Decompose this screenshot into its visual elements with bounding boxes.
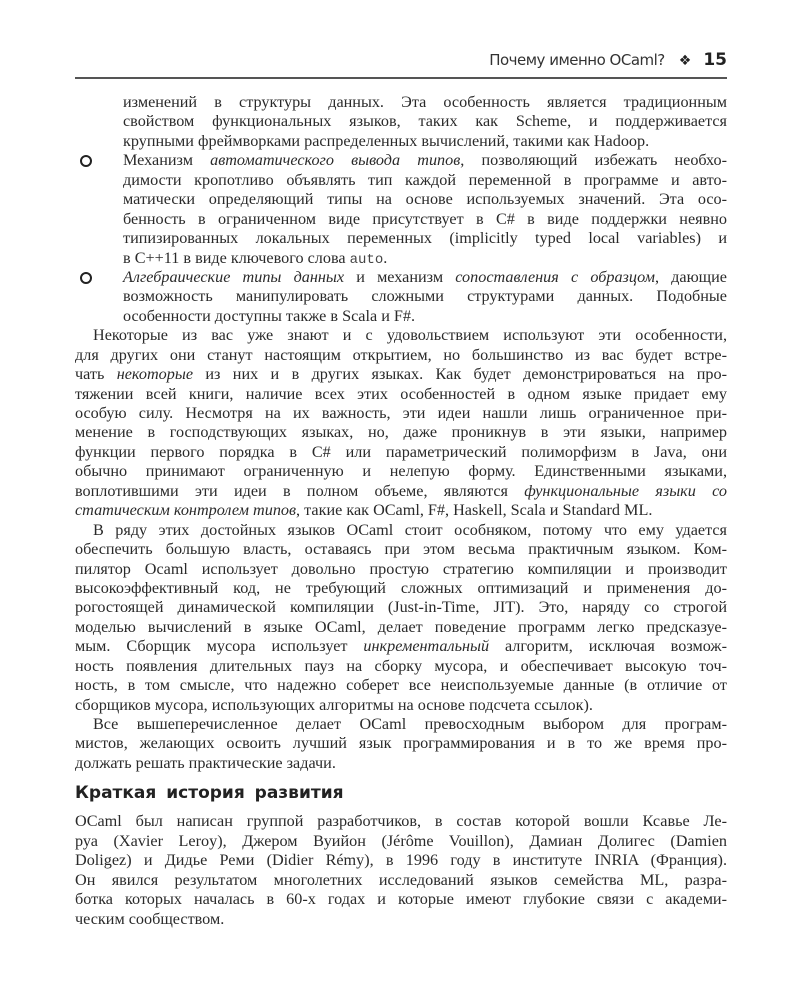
text-segment: изменений в структуры данных. Эта особенность является традиционным (123, 93, 727, 111)
text-segment: матически определяющий типы на основе используемых значений. Эта осо- (123, 190, 727, 209)
text-line (75, 637, 727, 656)
text-segment: Он явился результатом многолетних исследований языков семейства ML, разра- (75, 870, 727, 889)
text-line (75, 521, 727, 540)
text-segment: особенности доступны также в Scala и F#. (123, 306, 416, 325)
text-line (75, 171, 727, 190)
text-segment: Некоторые из вас уже знают и с удовольствием используют эти особенности, (93, 326, 727, 345)
text-line (75, 462, 727, 481)
text-line (75, 715, 727, 734)
text-segment: , позволяющий избежать необхо- (460, 151, 727, 170)
text-line (75, 734, 727, 753)
text-line (75, 93, 727, 112)
text-line (75, 812, 727, 831)
text-line (75, 696, 727, 715)
text-segment: свойством функциональных языков, таких как Scheme, и поддерживается (123, 112, 727, 131)
text-segment: ность появления длительных пауз на сборку мусора, и обеспечивает высокую точ- (75, 656, 727, 675)
text-line (75, 482, 727, 501)
page-body (75, 93, 727, 929)
text-line (75, 618, 727, 637)
page-number: 15 (703, 50, 727, 70)
text-line (75, 754, 727, 773)
text-segment: мистов, желающих освоить лучший язык программирования и в то же время про- (75, 734, 727, 753)
text-line (75, 404, 727, 423)
text-segment: крупными фреймворками распределенных вычислений, такими как Hadoop. (123, 131, 650, 150)
text-segment: чать (75, 365, 117, 384)
text-segment: менение в господствующих языках, но, даже проникнув в эти языки, например (75, 423, 727, 442)
text-segment: мым. Сборщик мусора использует (75, 637, 364, 656)
text-line (75, 112, 727, 131)
paragraph (75, 715, 727, 773)
emphasis-text: Алгебраические типы данных (123, 267, 345, 286)
text-segment: в C++11 в виде ключевого слова (123, 248, 350, 267)
paragraph (75, 521, 727, 715)
text-line (75, 307, 727, 326)
text-line (75, 560, 727, 579)
text-line (75, 443, 727, 462)
text-line (75, 287, 727, 306)
paragraph (75, 326, 727, 520)
text-line (75, 540, 727, 559)
text-line (75, 249, 727, 268)
text-segment: , дающие (654, 267, 727, 286)
text-line (75, 579, 727, 598)
text-segment: особую силу. Несмотря на их важность, эти идеи нашли лишь ограниченное при- (75, 404, 727, 422)
text-segment: ботка которых началась в 60-х годах и которые имеют глубокие связи с академи- (75, 890, 727, 909)
text-line (75, 890, 727, 909)
text-line (75, 871, 727, 890)
emphasis-text: инкрементальный (363, 637, 490, 656)
text-segment: ность, в том смысле, что надежно соберет все неиспользуемые данные (в отличие от (75, 676, 727, 695)
emphasis-text: автоматического вывода типов (210, 151, 461, 170)
text-line (75, 190, 727, 209)
text-line (75, 365, 727, 384)
section-heading: Краткая история развития (75, 783, 344, 804)
emphasis-text: функциональные языки со (524, 481, 727, 500)
text-segment: воплотившими эти идеи в полном объеме, являются (75, 481, 525, 500)
text-line (75, 326, 727, 345)
text-segment: руа (Xavier Leroy), Джером Вуийон (Jérôme Vouillon), Дамиан Долигес (Damien (75, 831, 727, 850)
text-segment: и механизм (344, 267, 456, 286)
text-segment: обычно принимают ограниченную и нелепую форму. Единственными языками, (75, 462, 727, 481)
text-segment: Все вышеперечисленное делает OCaml превосходным выбором для програм- (93, 715, 727, 733)
ornament-icon: ❖ (678, 53, 692, 69)
emphasis-text: сопоставления с образцом (455, 267, 655, 286)
text-line (75, 501, 727, 520)
text-segment: , такие как OCaml, F#, Haskell, Scala и Standard ML. (296, 501, 653, 520)
running-header (75, 50, 727, 74)
text-segment: моделью вычислений в языке OCaml, делает поведение программ легко предсказуе- (75, 617, 727, 636)
text-segment: бенность в ограниченном виде присутствует в C# в виде поддержки неявно (123, 209, 727, 228)
text-line (75, 210, 727, 229)
text-line (75, 832, 727, 851)
text-segment: ческим сообществом. (75, 909, 225, 928)
text-line (75, 423, 727, 442)
text-line (75, 851, 727, 870)
text-line (75, 676, 727, 695)
text-segment: рогостоящей динамической компиляции (Just-in-Time, JIT). Это, наряду со строгой (75, 598, 727, 617)
text-segment: пилятор Ocaml использует довольно простую стратегию компиляции и производит (75, 559, 727, 578)
text-line (75, 657, 727, 676)
bullet-circle-icon (80, 272, 92, 284)
emphasis-text: статическим контролем типов (75, 501, 297, 520)
text-segment: Механизм (123, 151, 211, 170)
text-segment: В ряду этих достойных языков OCaml стоит особняком, потому что ему удается (93, 520, 727, 539)
text-line (75, 229, 727, 248)
text-segment: Doligez) и Дидье Реми (Didier Rémy), в 1996 году в институте INRIA (Франция). (75, 851, 727, 870)
chapter-title: Почему именно OCaml? (489, 51, 665, 69)
text-segment: OCaml был написан группой разработчиков, в состав которой вошли Ксавье Ле- (75, 812, 727, 831)
bullet-item (75, 93, 727, 151)
bullet-item (75, 151, 727, 268)
text-line (75, 910, 727, 929)
text-line (75, 385, 727, 404)
text-segment: должать решать практические задачи. (75, 753, 336, 772)
bullet-circle-icon (80, 155, 92, 167)
text-segment: димости кропотливо объявлять тип каждой переменной в программе и авто- (123, 170, 727, 189)
text-segment: сборщиков мусора, использующих алгоритмы на основе подсчета ссылок). (75, 695, 593, 714)
text-segment: для других они станут настоящим открытием, но большинство из вас будет встре- (75, 345, 727, 364)
text-line (75, 268, 727, 287)
text-segment: типизированных локальных переменных (implicitly typed local variables) и (123, 229, 727, 248)
text-segment: обеспечить большую власть, оставаясь при этом весьма практичным языком. Ком- (75, 540, 727, 559)
code-text: auto (349, 251, 384, 268)
paragraph (75, 812, 727, 929)
text-segment: возможность манипулировать сложными структурами данных. Подобные (123, 287, 727, 306)
text-segment: высокоэффективный код, не требующий сложных оптимизаций и применения до- (75, 578, 727, 597)
text-segment: алгоритм, исключая возмож- (489, 637, 727, 656)
text-line (75, 132, 727, 151)
text-line (75, 151, 727, 170)
text-segment: из них и в других языках. Как будет демонстрироваться на про- (193, 365, 727, 384)
text-segment: . (383, 248, 388, 267)
emphasis-text: некоторые (116, 365, 194, 384)
text-line (75, 346, 727, 365)
text-segment: тяжении всей книги, наличие всех этих особенностей в одном языке придает ему (75, 384, 727, 403)
header-rule (75, 77, 727, 79)
text-line (75, 598, 727, 617)
text-segment: функции первого порядка в C# или параметрический полиморфизм в Java, они (75, 442, 727, 461)
bullet-item (75, 268, 727, 326)
